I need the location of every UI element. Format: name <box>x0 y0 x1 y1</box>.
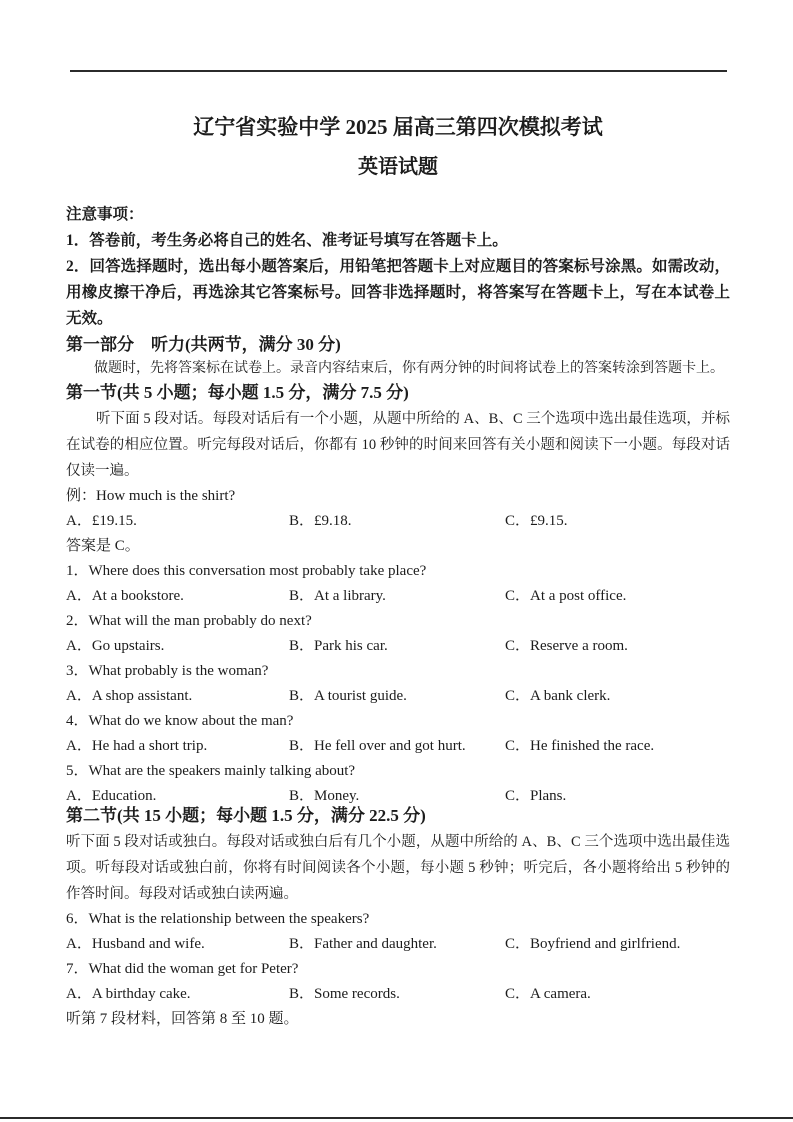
section2-heading: 第二节(共 15 小题；每小题 1.5 分，满分 22.5 分) <box>66 806 426 825</box>
option-b: B．Father and daughter. <box>289 936 437 952</box>
document-content <box>66 114 730 1032</box>
option-b: B．Park his car. <box>289 638 388 654</box>
option-c: C．A camera. <box>505 986 591 1002</box>
question-3-options <box>66 684 730 709</box>
option-b: B．At a library. <box>289 588 386 604</box>
option-b: B．Money. <box>289 788 360 804</box>
question-7-options <box>66 982 730 1007</box>
option-a: A．Education. <box>66 788 157 804</box>
option-a: A．At a bookstore. <box>66 588 184 604</box>
header-rule <box>70 70 727 72</box>
question-4-options <box>66 734 730 759</box>
example-prompt: 例：How much is the shirt? <box>66 488 236 504</box>
question-5-prompt: 5．What are the speakers mainly talking about? <box>66 763 356 779</box>
section1-instructions: 听下面 5 段对话。每段对话后有一个小题，从题中所给的 A、B、C 三个选项中选出最佳选项，并标在试卷的相应位置。听完每段对话后，你都有 10 秒钟的时间来回答有关小题和阅读下一小题。每段对话仅读一遍。 <box>66 411 730 479</box>
option-c: C．He finished the race. <box>505 738 655 754</box>
option-b: B．He fell over and got hurt. <box>289 738 466 754</box>
option-c: C．Plans. <box>505 788 567 804</box>
part1-heading: 第一部分 听力(共两节，满分 30 分) <box>66 335 341 354</box>
section1-heading: 第一节(共 5 小题；每小题 1.5 分，满分 7.5 分) <box>66 383 409 402</box>
question-2-prompt: 2．What will the man probably do next? <box>66 613 312 629</box>
question-4-prompt: 4．What do we know about the man? <box>66 713 294 729</box>
question-2-options <box>66 634 730 659</box>
option-a: A．Go upstairs. <box>66 638 165 654</box>
example-options <box>66 509 730 534</box>
section2-instructions: 听下面 5 段对话或独白。每段对话或独白后有几个小题，从题中所给的 A、B、C 三个选项中选出最佳选项。听每段对话或独白前，你将有时间阅读各个小题，每小题 5 秒钟；听完后，各小题将给出 5 秒钟的作答时间。每段对话或独白读两遍。 <box>66 834 730 902</box>
part1-note: 做题时，先将答案标在试卷上。录音内容结束后，你有两分钟的时间将试卷上的答案转涂到答题卡上。 <box>94 361 724 376</box>
page-title: 辽宁省实验中学 2025 届高三第四次模拟考试 <box>193 115 603 139</box>
question-3-prompt: 3．What probably is the woman? <box>66 663 269 679</box>
material-note: 听第 7 段材料，回答第 8 至 10 题。 <box>66 1011 299 1027</box>
question-6-options <box>66 932 730 957</box>
option-c: C．A bank clerk. <box>505 688 611 704</box>
option-a: A．Husband and wife. <box>66 936 205 952</box>
notice-heading: 注意事项： <box>66 206 144 223</box>
option-c: C．Boyfriend and girlfriend. <box>505 936 681 952</box>
question-7-prompt: 7．What did the woman get for Peter? <box>66 961 299 977</box>
option-b: B．A tourist guide. <box>289 688 407 704</box>
question-1-options <box>66 584 730 609</box>
option-c: C．£9.15. <box>505 513 568 529</box>
option-c: C．Reserve a room. <box>505 638 628 654</box>
option-a: A．£19.15. <box>66 513 137 529</box>
option-a: A．He had a short trip. <box>66 738 208 754</box>
option-a: A．A shop assistant. <box>66 688 193 704</box>
option-b: B．£9.18. <box>289 513 352 529</box>
option-b: B．Some records. <box>289 986 400 1002</box>
question-6-prompt: 6．What is the relationship between the speakers? <box>66 911 370 927</box>
example-answer: 答案是 C。 <box>66 538 140 554</box>
question-1-prompt: 1．Where does this conversation most probably take place? <box>66 563 427 579</box>
option-c: C．At a post office. <box>505 588 627 604</box>
notice-item-2: 2．回答选择题时，选出每小题答案后，用铅笔把答题卡上对应题目的答案标号涂黑。如需改动，用橡皮擦干净后，再选涂其它答案标号。回答非选择题时，将答案写在答题卡上，写在本试卷上无效。 <box>66 258 730 327</box>
footer-rule <box>0 1117 793 1119</box>
page-subtitle: 英语试题 <box>358 156 438 178</box>
option-a: A．A birthday cake. <box>66 986 191 1002</box>
notice-item-1: 1．答卷前，考生务必将自己的姓名、准考证号填写在答题卡上。 <box>66 232 508 249</box>
